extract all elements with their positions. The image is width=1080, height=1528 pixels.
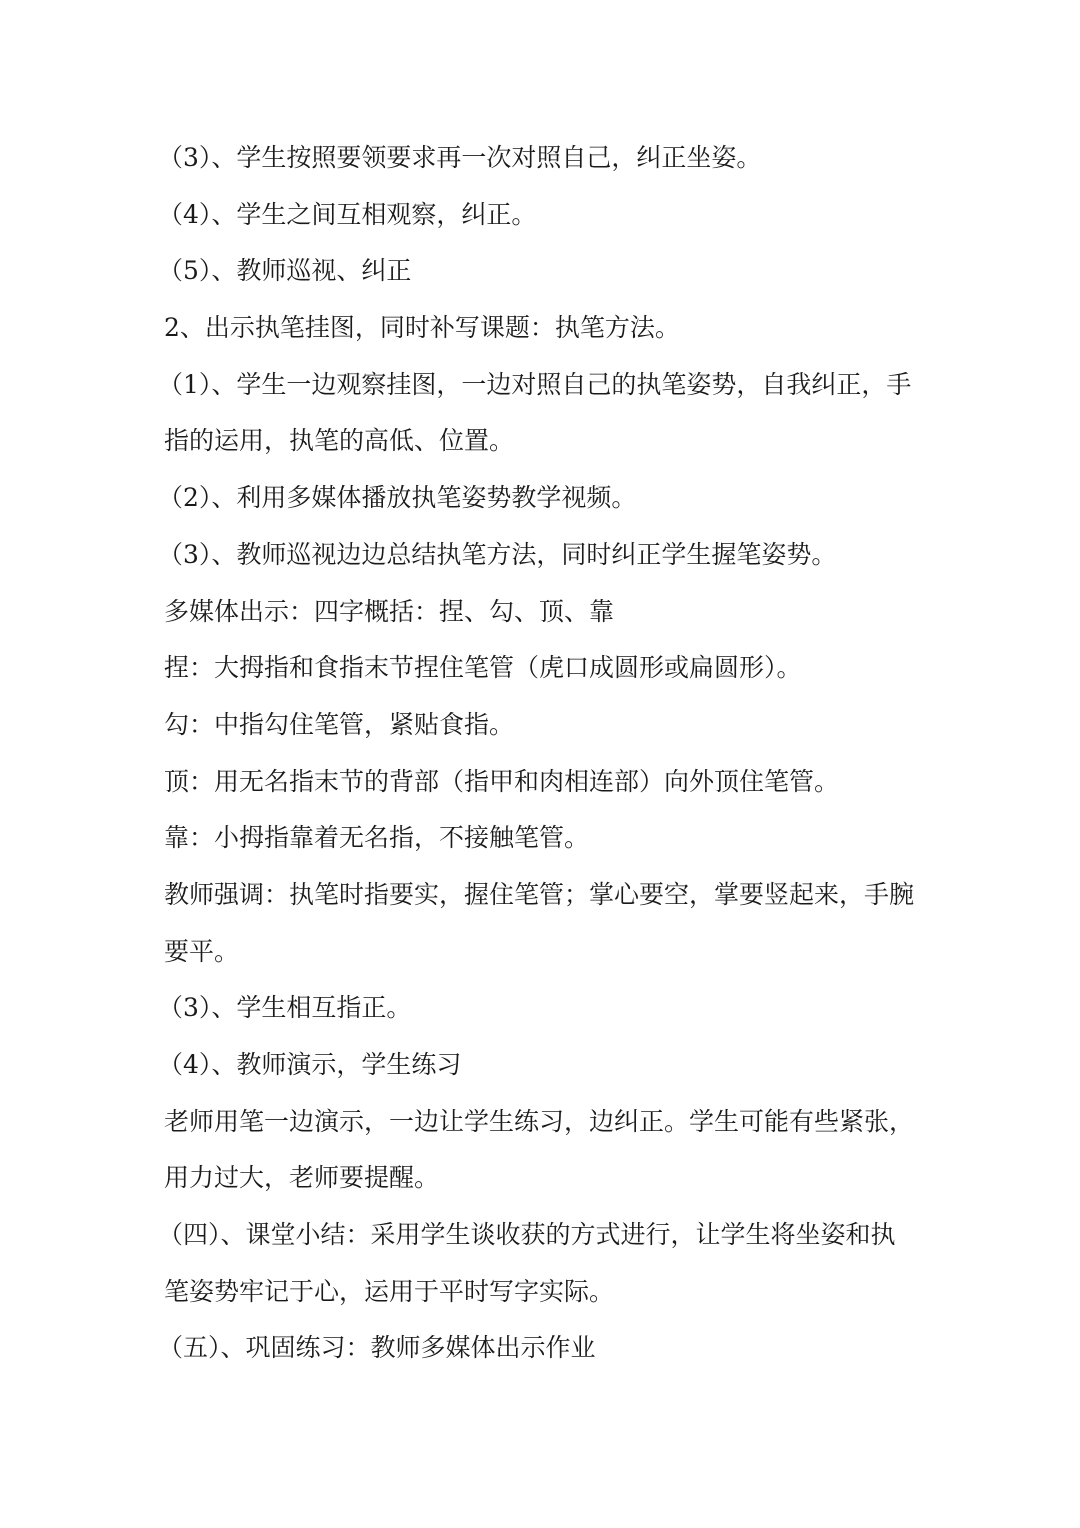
text-line: 多媒体出示：四字概括：捏、勾、顶、靠 [164,596,615,626]
text-line: 要平。 [164,936,240,966]
text-line: （4）、教师演示，学生练习 [158,1050,462,1079]
text-line: 教师强调：执笔时指要实，握住笔管；掌心要空，掌要竖起来，手腕 [164,879,915,909]
text-line: （1）、学生一边观察挂图，一边对照自己的执笔姿势，自我纠正，手 [158,369,912,399]
text-line: （2）、利用多媒体播放执笔姿势教学视频。 [158,483,637,513]
text-line: 笔姿势牢记于心，运用于平时写字实际。 [164,1276,615,1306]
text-line: 勾：中指勾住笔管，紧贴食指。 [164,709,515,739]
document-body [158,130,924,1377]
text-line: （4）、学生之间互相观察，纠正。 [158,199,537,229]
text-line: 老师用笔一边演示，一边让学生练习，边纠正。学生可能有些紧张， [164,1106,915,1136]
text-line: （5）、教师巡视、纠正 [158,256,412,286]
text-line: 用力过大，老师要提醒。 [164,1163,440,1193]
text-line: （五）、巩固练习：教师多媒体出示作业 [158,1333,596,1363]
text-line: 捏：大拇指和食指末节捏住笔管（虎口成圆形或扁圆形）。 [164,653,802,683]
text-line: 指的运用，执笔的高低、位置。 [164,426,515,456]
text-line: （3）、学生按照要领要求再一次对照自己，纠正坐姿。 [158,143,762,172]
text-line: 靠：小拇指靠着无名指，不接触笔管。 [164,823,590,853]
text-line: 2、出示执笔挂图，同时补写课题：执笔方法。 [164,313,680,343]
text-line: 顶：用无名指末节的背部（指甲和肉相连部）向外顶住笔管。 [164,766,840,796]
text-line: （四）、课堂小结：采用学生谈收获的方式进行，让学生将坐姿和执 [158,1220,896,1250]
text-line: （3）、学生相互指正。 [158,993,412,1023]
text-line: （3）、教师巡视边边总结执笔方法，同时纠正学生握笔姿势。 [158,539,837,569]
